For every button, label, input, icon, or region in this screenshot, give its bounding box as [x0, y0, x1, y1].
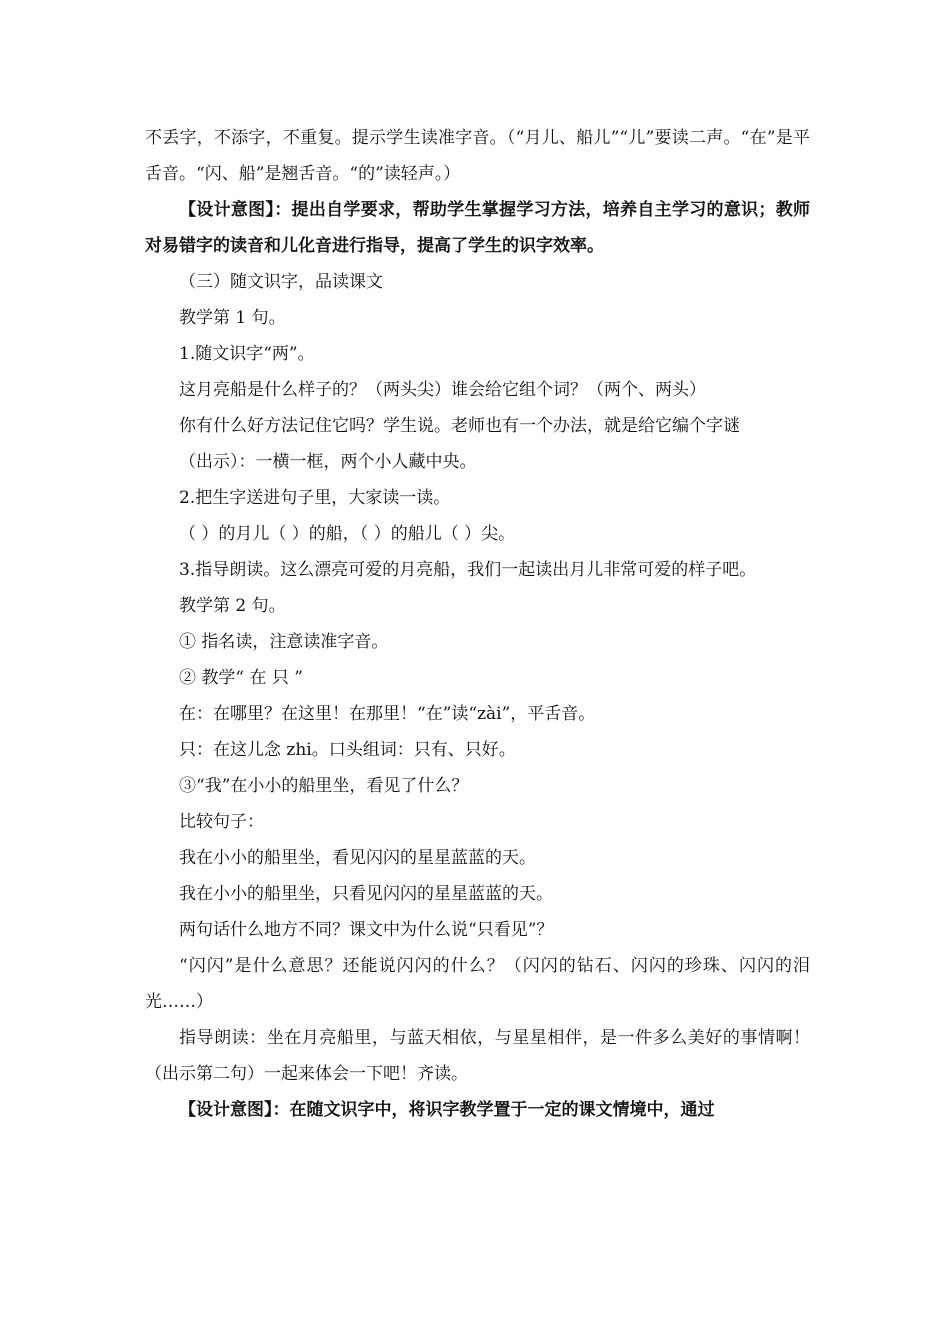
design-intent-2: 【设计意图】：在随文识字中，将识字教学置于一定的课文情境中，通过	[179, 1100, 715, 1120]
question-moon-boat: 这月亮船是什么样子的？（两头尖）谁会给它组个词？（两个、两头）	[179, 380, 706, 400]
zhi-explanation: 只：在这儿念 zhi。口头组词：只有、只好。	[179, 740, 516, 760]
step-3-reading: 3.指导朗读。这么漂亮可爱的月亮船，我们一起读出月儿非常可爱的样子吧。	[179, 560, 757, 580]
step-2-fill: 2.把生字送进句子里，大家读一读。	[179, 488, 451, 508]
document-body	[145, 120, 810, 1128]
sentence-b: 我在小小的船里坐，只看见闪闪的星星蓝蓝的天。	[179, 884, 553, 904]
teach-sentence-1: 教学第 1 句。	[179, 308, 286, 328]
step-1-liang: 1.随文识字“两”。	[179, 344, 315, 364]
shanshan-question: “闪闪”是什么意思？还能说闪闪的什么？（闪闪的钻石、闪闪的珍珠、闪闪的泪光……）	[145, 956, 810, 1012]
item-1-read: ① 指名读，注意读准字音。	[179, 632, 389, 652]
zai-explanation: 在：在哪里？在这里！在那里！“在”读“zài”，平舌音。	[179, 704, 596, 724]
item-2-teach: ② 教学“ 在 只 ”	[179, 668, 303, 688]
reading-guidance: 指导朗读：坐在月亮船里，与蓝天相依，与星星相伴，是一件多么美好的事情啊！（出示第二句）一起来体会一下吧！齐读。	[145, 1028, 810, 1084]
paragraph-pronunciation-tips: 不丢字，不添字，不重复。提示学生读准字音。（“月儿、船儿”“儿”要读二声。“在”是平舌音。“闪、船”是翘舌音。“的”读轻声。）	[145, 128, 810, 184]
question-memory-method: 你有什么好方法记住它吗？学生说。老师也有一个办法，就是给它编个字谜	[179, 416, 740, 436]
fill-blank-line: （ ）的月儿（ ）的船，（ ）的船儿（ ）尖。	[179, 524, 516, 544]
compare-label: 比较句子：	[179, 812, 264, 832]
difference-question: 两句话什么地方不同？课文中为什么说“只看见”？	[179, 920, 554, 940]
teach-sentence-2: 教学第 2 句。	[179, 596, 286, 616]
item-3-question: ③“我”在小小的船里坐，看见了什么？	[179, 776, 469, 796]
design-intent-1: 【设计意图】：提出自学要求，帮助学生掌握学习方法，培养自主学习的意识；教师对易错字的读音和儿化音进行指导，提高了学生的识字效率。	[145, 200, 810, 256]
sentence-a: 我在小小的船里坐，看见闪闪的星星蓝蓝的天。	[179, 848, 536, 868]
section-heading-3: （三）随文识字，品读课文	[179, 272, 383, 292]
riddle-line: （出示）：一横一框，两个小人藏中央。	[179, 452, 477, 472]
